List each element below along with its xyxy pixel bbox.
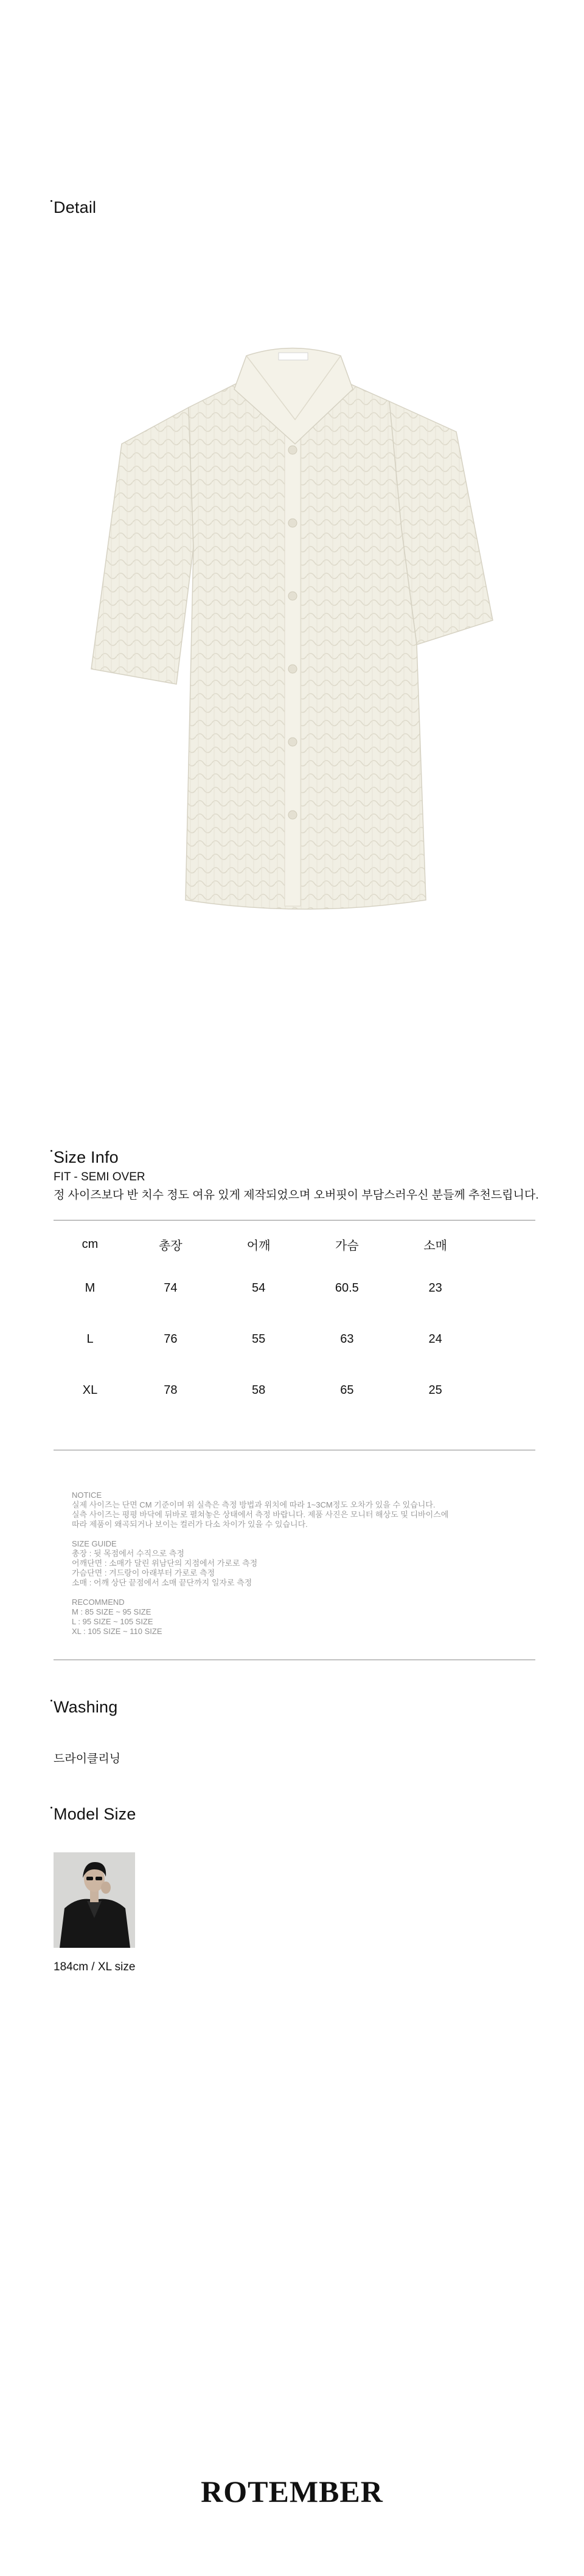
- notice-line: 실제 사이즈는 단면 CM 기준이며 위 실측은 측정 방법과 위치에 따라 1~3CM정도 오차가 있을 수 있습니다.: [72, 1500, 436, 1509]
- model-size-title-text: Model Size: [54, 1805, 136, 1823]
- cell-value: 25: [428, 1383, 442, 1397]
- cell-value: 60.5: [335, 1281, 359, 1295]
- table-row: [54, 1262, 479, 1314]
- washing-text: 드라이클리닝: [54, 1753, 121, 1765]
- table-row: [54, 1314, 479, 1365]
- notice-title: NOTICE: [72, 1491, 102, 1500]
- size-table: [54, 1226, 479, 1416]
- notice-line: 따라 제품이 왜곡되거나 보이는 컬러가 다소 차이가 있을 수 있습니다.: [72, 1520, 308, 1529]
- bullet-dot: [50, 1807, 52, 1809]
- notice-line: 실측 사이즈는 평평 바닥에 뒤바로 펼쳐놓은 상태에서 측정 바랍니다. 제품 사진은 모니터 해상도 및 디바이스에: [72, 1510, 449, 1519]
- model-size-title: [54, 1805, 136, 1824]
- detail-title-text: Detail: [54, 198, 97, 216]
- size-guide-line: 총장 : 뒷 목점에서 수직으로 측정: [72, 1549, 184, 1558]
- bullet-dot: [50, 200, 52, 202]
- washing-title-text: Washing: [54, 1698, 118, 1716]
- size-table-header-row: [54, 1226, 479, 1262]
- size-guide-title: SIZE GUIDE: [72, 1539, 117, 1548]
- bullet-dot: [50, 1700, 52, 1702]
- product-image-shirt: [85, 328, 499, 937]
- cell-value: 63: [340, 1332, 354, 1346]
- table-row: [54, 1365, 479, 1416]
- fit-label: FIT - SEMI OVER: [54, 1171, 145, 1183]
- size-guide-line: 어깨단면 : 소매가 달린 위남단의 지점에서 가로로 측정: [72, 1559, 258, 1568]
- model-photo: [54, 1852, 135, 1948]
- cell-value: 78: [164, 1383, 178, 1397]
- cell-value: 74: [164, 1281, 178, 1295]
- size-label: L: [86, 1332, 94, 1346]
- brand-logo: ROTEMBER: [201, 2474, 383, 2508]
- fit-description: 정 사이즈보다 반 치수 정도 여유 있게 제작되었으며 오버핏이 부담스러우신 분들께 추천드립니다.: [54, 1189, 539, 1202]
- recommend-title: RECOMMEND: [72, 1598, 125, 1607]
- size-notes: [72, 1491, 534, 1646]
- cell-value: 76: [164, 1332, 178, 1346]
- size-guide-block: [72, 1539, 534, 1588]
- cell-value: 65: [340, 1383, 354, 1397]
- size-guide-line: 가슴단면 : 겨드랑이 아래부터 가로로 측정: [72, 1568, 215, 1577]
- header-total-length: 총장: [159, 1239, 182, 1253]
- cell-value: 55: [251, 1332, 266, 1346]
- header-sleeve: 소매: [423, 1239, 447, 1253]
- recommend-line: L : 95 SIZE ~ 105 SIZE: [72, 1617, 153, 1626]
- cell-value: 54: [251, 1281, 266, 1295]
- detail-title: [54, 198, 96, 217]
- size-info-title: [54, 1148, 119, 1167]
- cell-value: 23: [428, 1281, 442, 1295]
- header-chest: 가슴: [335, 1239, 359, 1253]
- header-shoulder: 어깨: [246, 1239, 271, 1253]
- recommend-line: M : 85 SIZE ~ 95 SIZE: [72, 1607, 151, 1616]
- header-cm: cm: [82, 1237, 99, 1251]
- recommend-block: [72, 1598, 534, 1636]
- cell-value: 24: [428, 1332, 442, 1346]
- size-guide-line: 소매 : 어깨 상단 끝점에서 소매 끝단까지 일자로 측정: [72, 1578, 252, 1587]
- notice-block: [72, 1491, 534, 1529]
- bullet-dot: [50, 1150, 52, 1152]
- size-label: XL: [82, 1383, 98, 1397]
- size-label: M: [85, 1281, 96, 1295]
- model-caption: 184cm / XL size: [54, 1961, 136, 1973]
- cell-value: 58: [251, 1383, 266, 1397]
- model-photo-figure: [54, 1852, 135, 1948]
- recommend-line: XL : 105 SIZE ~ 110 SIZE: [72, 1627, 162, 1636]
- size-info-title-text: Size Info: [54, 1148, 119, 1166]
- washing-title: [54, 1698, 117, 1717]
